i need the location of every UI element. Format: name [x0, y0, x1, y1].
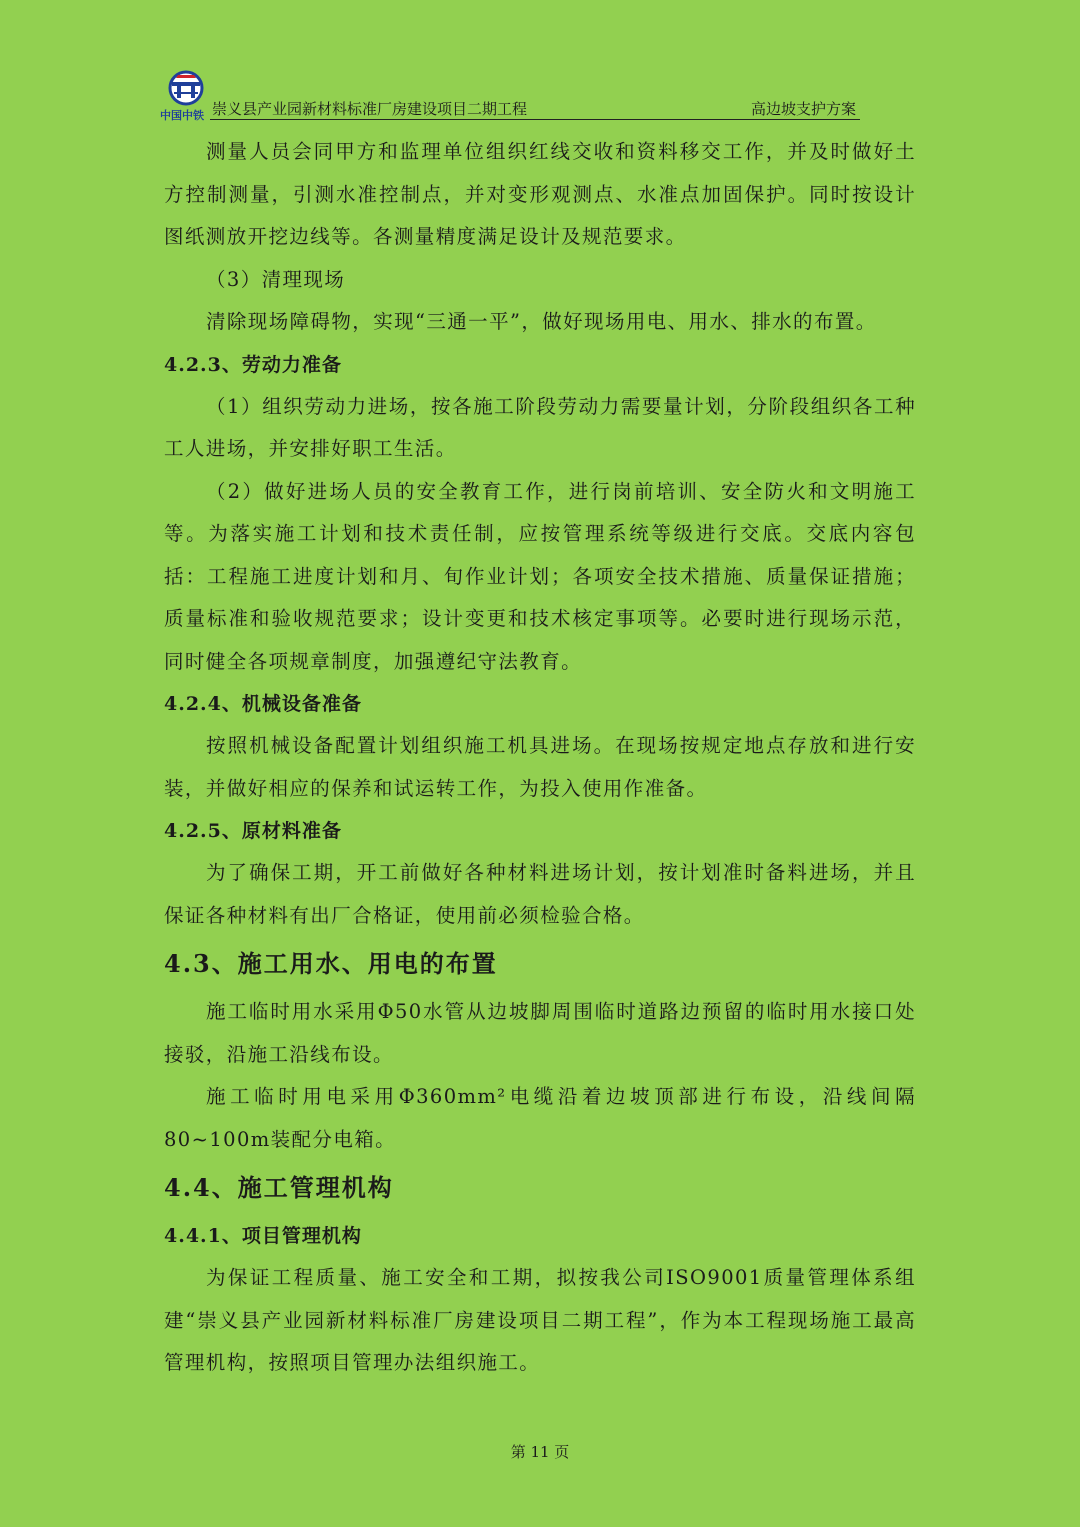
- paragraph: （3）清理现场: [206, 267, 346, 291]
- section-heading-4-3: 4.3、施工用水、用电的布置: [164, 949, 498, 978]
- paragraph: 按照机械设备配置计划组织施工机具进场。在现场按规定地点存放和进行安装，并做好相应的保养和试运转工作，为投入使用作准备。: [164, 734, 916, 800]
- paragraph: 清除现场障碍物，实现“三通一平”，做好现场用电、用水、排水的布置。: [206, 310, 877, 333]
- page-header: [160, 70, 860, 120]
- paragraph: 为保证工程质量、施工安全和工期，拟按我公司ISO9001质量管理体系组建“崇义县产业园新材料标准厂房建设项目二期工程”，作为本工程现场施工最高管理机构，按照项目管理办法组织施工。: [164, 1266, 916, 1374]
- header-divider: [210, 119, 860, 120]
- paragraph: 施工临时用电采用Φ360mm²电缆沿着边坡顶部进行布设，沿线间隔80~100m装配分电箱。: [164, 1085, 916, 1151]
- paragraph: 施工临时用水采用Φ50水管从边坡脚周围临时道路边预留的临时用水接口处接驳，沿施工沿线布设。: [164, 1000, 916, 1066]
- paragraph: 为了确保工期，开工前做好各种材料进场计划，按计划准时备料进场，并且保证各种材料有出厂合格证，使用前必须检验合格。: [164, 861, 916, 927]
- page-body: [164, 131, 916, 1385]
- section-heading-4-2-3: 4.2.3、劳动力准备: [164, 353, 342, 376]
- document-subject: 高边坡支护方案: [750, 100, 856, 118]
- logo-text: 中国中铁: [160, 109, 204, 122]
- section-heading-4-4: 4.4、施工管理机构: [164, 1173, 394, 1202]
- paragraph: （1）组织劳动力进场，按各施工阶段劳动力需要量计划，分阶段组织各工种工人进场，并安排好职工生活。: [164, 394, 916, 460]
- paragraph: （2）做好进场人员的安全教育工作，进行岗前培训、安全防火和文明施工等。为落实施工计划和技术责任制，应按管理系统等级进行交底。交底内容包括：工程施工进度计划和月、旬作业计划；各项安全技术措施、质量保证措施；质量标准和验收规范要求；设计变更和技术核定事项等。必要时进行现场示范，同时健全各项规章制度，加强遵纪守法教育。: [164, 479, 916, 673]
- section-heading-4-2-4: 4.2.4、机械设备准备: [164, 693, 362, 715]
- section-heading-4-4-1: 4.4.1、项目管理机构: [164, 1225, 362, 1247]
- document-title: 崇义县产业园新材料标准厂房建设项目二期工程: [212, 100, 528, 118]
- section-heading-4-2-5: 4.2.5、原材料准备: [164, 820, 342, 842]
- page-number: 第 11 页: [510, 1443, 570, 1461]
- paragraph: 测量人员会同甲方和监理单位组织红线交收和资料移交工作，并及时做好土方控制测量，引测水准控制点，并对变形观测点、水准点加固保护。同时按设计图纸测放开挖边线等。各测量精度满足设计及规范要求。: [164, 140, 916, 248]
